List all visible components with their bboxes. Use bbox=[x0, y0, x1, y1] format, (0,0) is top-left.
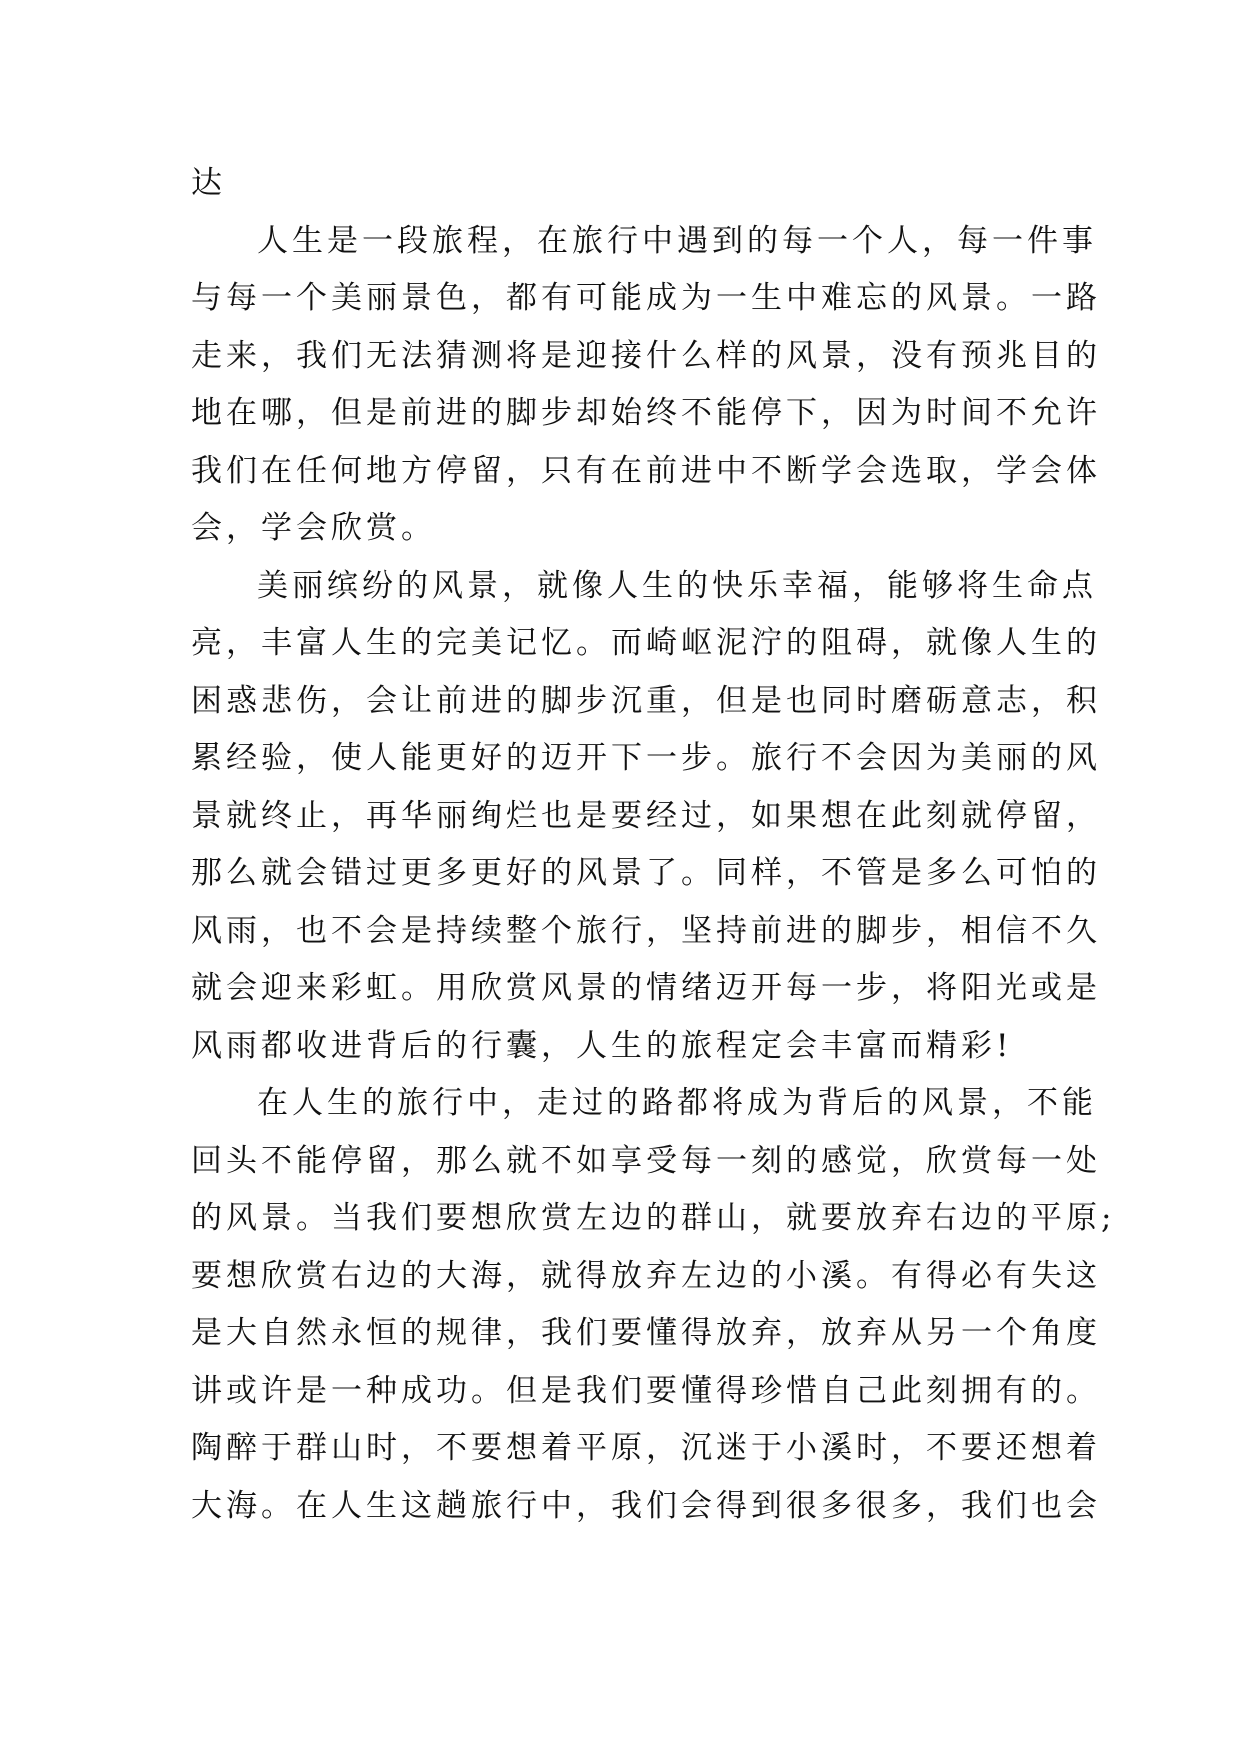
text-line: 讲或许是一种成功。但是我们要懂得珍惜自己此刻拥有的。 bbox=[191, 1372, 1101, 1409]
text-line: 困惑悲伤，会让前进的脚步沉重，但是也同时磨砺意志，积 bbox=[191, 682, 1101, 719]
paragraph-first-line: 人生是一段旅程，在旅行中遇到的每一个人，每一件事 bbox=[257, 222, 1097, 259]
text-line: 是大自然永恒的规律，我们要懂得放弃，放弃从另一个角度 bbox=[191, 1315, 1101, 1351]
text-line: 达 bbox=[191, 165, 226, 201]
text-line: 的风景。当我们要想欣赏左边的群山，就要放弃右边的平原; bbox=[191, 1200, 1116, 1236]
text-line: 景就终止，再华丽绚烂也是要经过，如果想在此刻就停留， bbox=[191, 797, 1101, 834]
text-line: 亮，丰富人生的完美记忆。而崎岖泥泞的阻碍，就像人生的 bbox=[191, 625, 1101, 661]
paragraph-first-line: 美丽缤纷的风景，就像人生的快乐幸福，能够将生命点 bbox=[257, 567, 1097, 604]
text-line: 要想欣赏右边的大海，就得放弃左边的小溪。有得必有失这 bbox=[191, 1257, 1101, 1294]
text-line: 风雨都收进背后的行囊，人生的旅程定会丰富而精彩! bbox=[191, 1027, 1013, 1064]
text-line: 那么就会错过更多更好的风景了。同样，不管是多么可怕的 bbox=[191, 855, 1101, 891]
text-line: 我们在任何地方停留，只有在前进中不断学会选取，学会体 bbox=[191, 452, 1101, 489]
text-line: 地在哪，但是前进的脚步却始终不能停下，因为时间不允许 bbox=[191, 395, 1101, 431]
text-line: 大海。在人生这趟旅行中，我们会得到很多很多，我们也会 bbox=[191, 1487, 1101, 1524]
text-line: 回头不能停留，那么就不如享受每一刻的感觉，欣赏每一处 bbox=[191, 1142, 1101, 1179]
text-line: 走来，我们无法猜测将是迎接什么样的风景，没有预兆目的 bbox=[191, 337, 1101, 374]
text-line: 累经验，使人能更好的迈开下一步。旅行不会因为美丽的风 bbox=[191, 740, 1101, 776]
text-line: 陶醉于群山时，不要想着平原，沉迷于小溪时，不要还想着 bbox=[191, 1430, 1101, 1466]
document-text bbox=[191, 155, 1116, 1535]
paragraph-first-line: 在人生的旅行中，走过的路都将成为背后的风景，不能 bbox=[257, 1085, 1097, 1121]
text-line: 与每一个美丽景色，都有可能成为一生中难忘的风景。一路 bbox=[191, 280, 1101, 316]
text-line: 会，学会欣赏。 bbox=[191, 510, 436, 546]
text-line: 就会迎来彩虹。用欣赏风景的情绪迈开每一步，将阳光或是 bbox=[191, 970, 1101, 1006]
text-line: 风雨，也不会是持续整个旅行，坚持前进的脚步，相信不久 bbox=[191, 912, 1101, 949]
